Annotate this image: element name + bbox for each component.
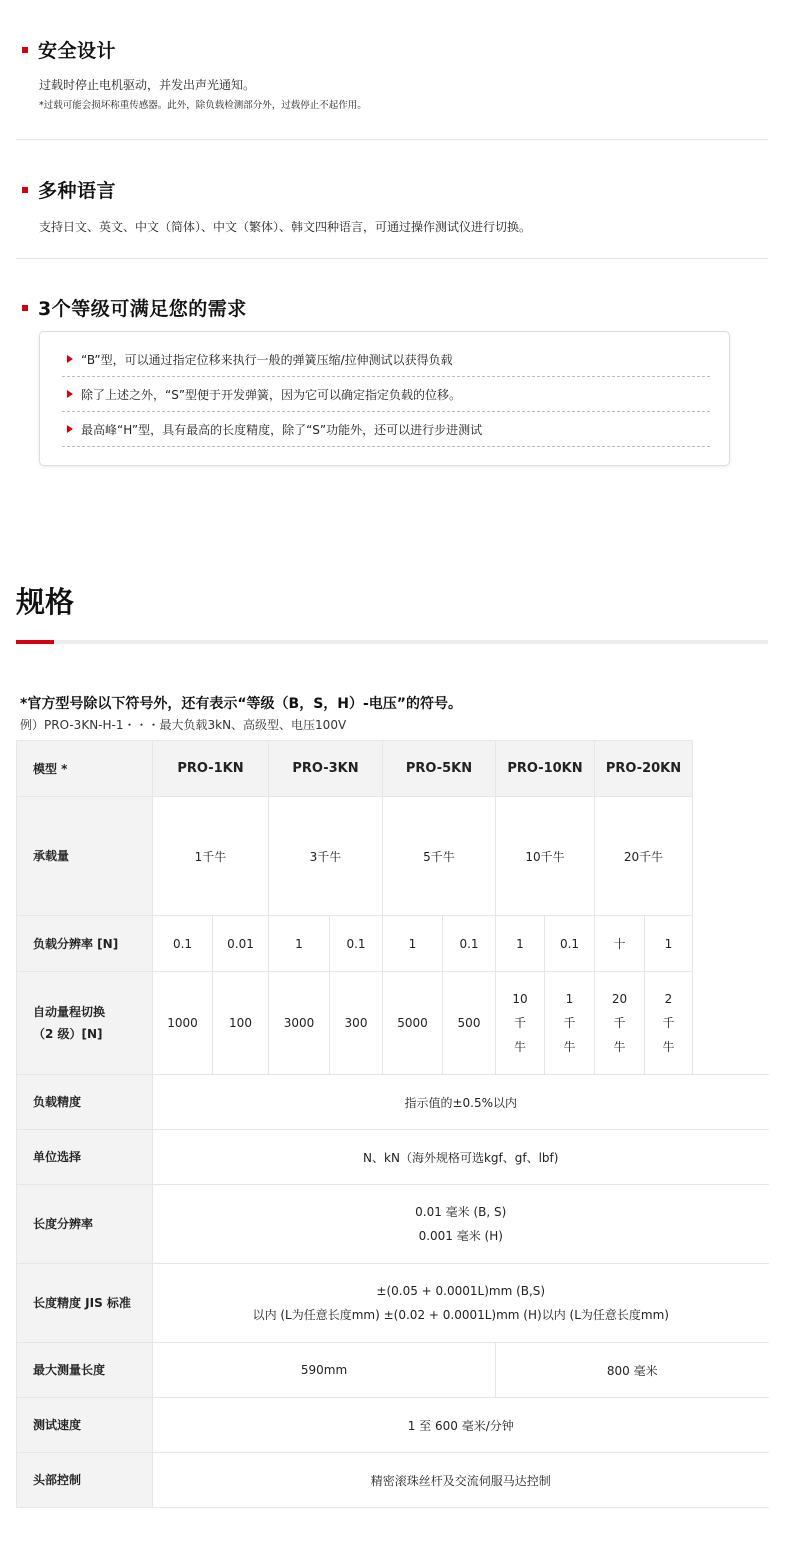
- table-cell: 1 至 600 毫米/分钟: [153, 1398, 769, 1453]
- table-cell: 0.1: [443, 916, 496, 972]
- cell-line: 0.001 毫米 (H): [418, 1229, 503, 1243]
- table-cell: 指示值的±0.5%以内: [153, 1075, 769, 1130]
- table-cell: 0.1: [153, 916, 213, 972]
- table-row: [17, 972, 769, 1075]
- row-label: 单位选择: [17, 1130, 153, 1185]
- cell-line: 千: [613, 1016, 626, 1030]
- table-cell: 800 毫米: [496, 1343, 769, 1398]
- table-cell: 0.1: [330, 916, 383, 972]
- blank-cell: [693, 916, 769, 972]
- feature-heading: [16, 294, 768, 321]
- feature-heading: [16, 36, 768, 63]
- cell-line: 千: [662, 1016, 675, 1030]
- blank-cell: [693, 797, 769, 916]
- cell-line: 牛: [513, 1040, 526, 1054]
- blank-cell: [693, 741, 769, 797]
- triangle-bullet-icon: [67, 425, 73, 433]
- feature-languages: [16, 176, 768, 236]
- table-cell: 0.01: [213, 916, 269, 972]
- cell-line: 2: [664, 992, 673, 1006]
- feature-title: 多种语言: [38, 180, 117, 202]
- bullet-square-icon: [22, 187, 28, 193]
- model-header: PRO-1KN: [153, 741, 269, 797]
- table-cell: 20千牛: [595, 797, 693, 916]
- divider: [16, 139, 768, 140]
- cell-line: 牛: [662, 1040, 675, 1054]
- table-cell: 5千牛: [383, 797, 496, 916]
- table-cell: [645, 972, 693, 1075]
- feature-title: 3个等级可满足您的需求: [38, 298, 247, 320]
- table-cell: 1: [269, 916, 330, 972]
- table-cell: 590mm: [153, 1343, 496, 1398]
- table-row: [17, 741, 769, 797]
- cell-line: 千: [563, 1016, 576, 1030]
- spec-underline: [16, 640, 768, 644]
- feature-text: 过载时停止电机驱动，并发出声光通知。: [39, 78, 256, 92]
- cell-line: 0.01 毫米 (B, S): [415, 1205, 507, 1219]
- row-label: 长度分辨率: [17, 1185, 153, 1264]
- table-row: [17, 1075, 769, 1130]
- spec-table: [16, 740, 769, 1508]
- table-cell: 3千牛: [269, 797, 383, 916]
- grade-list-box: [39, 331, 730, 466]
- row-label: 长度精度 JIS 标准: [17, 1264, 153, 1343]
- spec-note: *官方型号除以下符号外，还有表示“等级（B，S，H）-电压”的符号。: [20, 696, 463, 712]
- grade-item: [62, 412, 710, 447]
- table-cell: 1: [645, 916, 693, 972]
- table-cell: 1: [496, 916, 545, 972]
- table-cell: 300: [330, 972, 383, 1075]
- table-cell: 3000: [269, 972, 330, 1075]
- cell-line: 以内 (L为任意长度mm) ±(0.02 + 0.0001L)mm (H)以内 (L为任意长度mm): [252, 1308, 669, 1322]
- table-row: [17, 1453, 769, 1508]
- row-label: 承载量: [17, 797, 153, 916]
- table-cell: 精密滚珠丝杆及交流伺服马达控制: [153, 1453, 769, 1508]
- triangle-bullet-icon: [67, 355, 73, 363]
- bullet-square-icon: [22, 305, 28, 311]
- table-row: [17, 1130, 769, 1185]
- feature-note: *过载可能会损坏称重传感器。此外，除负载检测部分外，过载停止不起作用。: [39, 100, 367, 111]
- table-cell: 0.1: [545, 916, 595, 972]
- table-cell: 10千牛: [496, 797, 595, 916]
- model-header: PRO-20KN: [595, 741, 693, 797]
- row-label: [17, 972, 153, 1075]
- cell-line: 1: [565, 992, 574, 1006]
- table-row: [17, 1398, 769, 1453]
- spec-title: 规格: [16, 585, 75, 619]
- grade-item: [62, 342, 710, 377]
- table-cell: N、kN（海外规格可选kgf、gf、lbf): [153, 1130, 769, 1185]
- table-row: [17, 1264, 769, 1343]
- table-cell: [153, 1185, 769, 1264]
- table-cell: 100: [213, 972, 269, 1075]
- model-header: PRO-5KN: [383, 741, 496, 797]
- cell-line: 20: [611, 992, 628, 1006]
- table-row: [17, 916, 769, 972]
- cell-line: 牛: [613, 1040, 626, 1054]
- grade-item-text: “B”型，可以通过指定位移来执行一般的弹簧压缩/拉伸测试以获得负载: [81, 352, 453, 367]
- cell-line: ±(0.05 + 0.0001L)mm (B,S): [376, 1284, 546, 1298]
- spec-example: 例）PRO-3KN-H-1・・・最大负载3kN、高级型、电压100V: [20, 718, 347, 732]
- feature-safety: [16, 36, 768, 111]
- grade-item-text: 最高峰“H”型，具有最高的长度精度，除了“S”功能外，还可以进行步进测试: [81, 422, 483, 437]
- grade-item-text: 除了上述之外，“S”型便于开发弹簧，因为它可以确定指定负载的位移。: [81, 387, 462, 402]
- feature-grades: [16, 294, 768, 321]
- row-label: 负载精度: [17, 1075, 153, 1130]
- feature-title: 安全设计: [38, 40, 117, 62]
- table-cell: 5000: [383, 972, 443, 1075]
- row-label: 测试速度: [17, 1398, 153, 1453]
- grade-item: [62, 377, 710, 412]
- cell-line: 千: [513, 1016, 526, 1030]
- table-cell: 1: [383, 916, 443, 972]
- row-label: 负载分辨率 [N]: [17, 916, 153, 972]
- table-row: [17, 797, 769, 916]
- triangle-bullet-icon: [67, 390, 73, 398]
- cell-line: 10: [512, 992, 528, 1006]
- feature-heading: [16, 176, 768, 203]
- table-row: [17, 1185, 769, 1264]
- divider: [16, 258, 768, 259]
- model-header: PRO-3KN: [269, 741, 383, 797]
- row-label: 模型 *: [17, 741, 153, 797]
- table-cell: [595, 972, 645, 1075]
- row-label: 最大测量长度: [17, 1343, 153, 1398]
- table-cell: 1千牛: [153, 797, 269, 916]
- bullet-square-icon: [22, 47, 28, 53]
- table-cell: [496, 972, 545, 1075]
- cell-line: 牛: [563, 1040, 576, 1054]
- model-header: PRO-10KN: [496, 741, 595, 797]
- table-cell: [545, 972, 595, 1075]
- row-label-line: 自动量程切换: [33, 1005, 106, 1019]
- row-label: 头部控制: [17, 1453, 153, 1508]
- table-cell: 十: [595, 916, 645, 972]
- blank-cell: [693, 972, 769, 1075]
- feature-text: 支持日文、英文、中文（简体）、中文（繁体）、韩文四种语言，可通过操作测试仪进行切换。: [39, 220, 532, 234]
- row-label-line: （2 级）[N]: [33, 1027, 103, 1041]
- table-cell: [153, 1264, 769, 1343]
- table-cell: 1000: [153, 972, 213, 1075]
- table-cell: 500: [443, 972, 496, 1075]
- spec-underline-accent: [16, 640, 54, 644]
- table-row: [17, 1343, 769, 1398]
